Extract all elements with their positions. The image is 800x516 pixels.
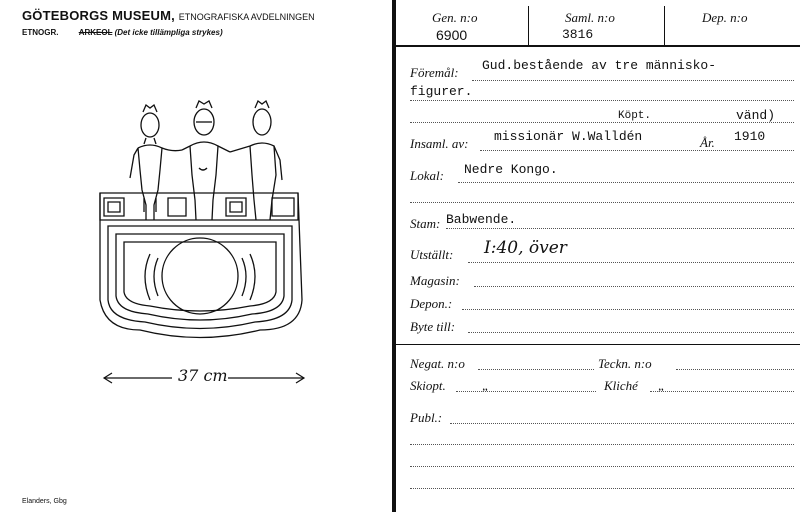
gen-value: 6900 <box>436 27 468 43</box>
ar-value: 1910 <box>734 129 766 144</box>
publ-dotted-line-3 <box>410 466 794 467</box>
skiopt-ditto: „ <box>482 378 490 393</box>
foremal-dotted-line <box>472 80 794 81</box>
header-grid-line <box>394 45 800 47</box>
publ-dotted-line-1 <box>450 423 794 424</box>
negat-label: Negat. n:o <box>410 356 465 371</box>
byte-label: Byte till: <box>410 319 456 334</box>
foremal-value-line2: figurer. <box>410 84 473 99</box>
gen-label: Gen. n:o <box>432 10 478 25</box>
insaml-dotted-line <box>480 150 794 151</box>
publ-dotted-line-2 <box>410 444 794 445</box>
stam-dotted-line <box>446 228 794 229</box>
vand-note: vänd) <box>736 108 776 123</box>
kopt-note: Köpt. <box>618 110 652 122</box>
byte-dotted-line <box>468 332 794 333</box>
stam-value: Babwende. <box>446 212 517 227</box>
negat-dotted-line <box>478 369 594 370</box>
insaml-label: Insaml. av: <box>410 136 469 151</box>
skiopt-label: Skiopt. <box>410 378 446 393</box>
category-note: (Det icke tillämpliga strykes) <box>114 28 223 37</box>
figure-left <box>130 105 182 220</box>
magasin-dotted-line <box>474 286 794 287</box>
utstallt-dotted-line <box>468 262 794 263</box>
figure-middle <box>182 101 230 220</box>
category-etnogr: ETNOGR. <box>22 28 59 37</box>
ar-label: År. <box>700 135 715 150</box>
column-divider-1 <box>528 6 529 46</box>
lokal-dotted-line <box>458 182 794 183</box>
foremal-label: Föremål: <box>410 65 459 80</box>
teckn-label: Teckn. n:o <box>598 356 652 371</box>
saml-label: Saml. n:o <box>565 10 615 25</box>
utstallt-value: I:40, över <box>484 238 567 258</box>
column-divider-2 <box>664 6 665 46</box>
stam-label: Stam: <box>410 216 441 231</box>
object-sketch <box>0 0 392 516</box>
depon-label: Depon.: <box>410 296 453 311</box>
department-name: ETNOGRAFISKA AVDELNINGEN <box>178 12 315 22</box>
magasin-label: Magasin: <box>410 273 460 288</box>
publ-dotted-line-4 <box>410 488 794 489</box>
teckn-dotted-line <box>676 369 794 370</box>
kliche-ditto: „ <box>658 378 666 393</box>
saml-value: 3816 <box>562 27 594 42</box>
lokal-dotted-line-2 <box>410 202 794 203</box>
foremal-dotted-line-2 <box>410 100 794 101</box>
dep-label: Dep. n:o <box>702 10 748 25</box>
lokal-value: Nedre Kongo. <box>464 162 558 177</box>
kliche-label: Kliché <box>604 378 638 393</box>
utstallt-label: Utställt: <box>410 247 454 262</box>
depon-dotted-line <box>462 309 794 310</box>
lokal-label: Lokal: <box>410 168 444 183</box>
publ-label: Publ.: <box>410 410 443 425</box>
card-divider <box>392 0 396 512</box>
kliche-dotted-line <box>650 391 794 392</box>
museum-name: GÖTEBORGS MUSEUM, <box>22 8 175 23</box>
dimension-label: 37 cm <box>178 366 228 385</box>
printer-credit: Elanders, Gbg <box>22 498 67 505</box>
skiopt-dotted-line <box>456 391 596 392</box>
category-arkeol: ARKEOL <box>78 28 113 37</box>
foremal-value-line1: Gud.bestående av tre människo- <box>482 58 717 73</box>
carved-base <box>100 193 302 338</box>
insaml-value: missionär W.Walldén <box>494 129 643 144</box>
section-divider <box>394 344 800 345</box>
